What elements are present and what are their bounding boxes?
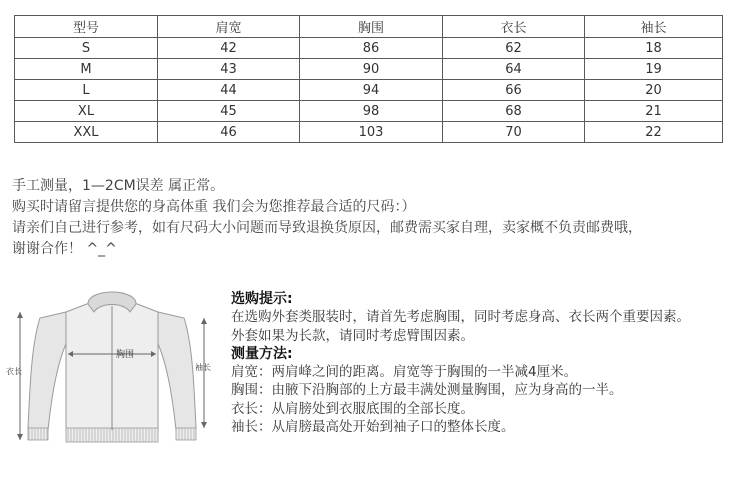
cell-length: 64 (443, 59, 585, 80)
right-sleeve (158, 312, 196, 430)
cell-length: 68 (443, 101, 585, 122)
tips-title: 选购提示: (231, 291, 293, 307)
header-chest: 胸围 (300, 16, 443, 38)
header-model: 型号 (15, 16, 158, 38)
cell-chest: 94 (300, 80, 443, 101)
table-row (15, 59, 723, 80)
method-line: 衣长：从肩膀处到衣服底围的全部长度。 (231, 400, 474, 417)
tips-line: 在选购外套类服装时，请首先考虑胸围，同时考虑身高、衣长两个重要因素。 (231, 309, 690, 326)
left-sleeve (28, 312, 66, 430)
cell-size: XL (15, 101, 158, 122)
cell-chest: 103 (300, 122, 443, 143)
cell-chest: 86 (300, 38, 443, 59)
table-row (15, 80, 723, 101)
note-line: 谢谢合作！ ^_^ (12, 241, 117, 257)
cell-length: 70 (443, 122, 585, 143)
size-table-header-row (15, 16, 723, 38)
header-length: 衣长 (443, 16, 585, 38)
jacket-hem (66, 428, 158, 442)
cell-shoulder: 46 (158, 122, 300, 143)
jacket-diagram (4, 282, 220, 450)
cell-size: M (15, 59, 158, 80)
cell-sleeve: 18 (585, 38, 723, 59)
table-row (15, 122, 723, 143)
note-line: 请亲们自己进行参考，如有尺码大小问题而导致退换货原因，邮费需买家自理，卖家概不负责邮费哦， (12, 220, 642, 236)
length-arrowhead-top (17, 312, 23, 318)
cell-shoulder: 43 (158, 59, 300, 80)
header-sleeve: 袖长 (585, 16, 723, 38)
cell-size: XXL (15, 122, 158, 143)
note-line: 手工测量，1—2CM误差 属正常。 (12, 178, 225, 194)
method-line: 肩宽：两肩峰之间的距离。肩宽等于胸围的一半减4厘米。 (231, 364, 578, 381)
cell-length: 62 (443, 38, 585, 59)
purchase-tips (231, 290, 736, 436)
length-arrowhead-bottom (17, 434, 23, 440)
tips-line: 外套如果为长款，请同时考虑臂围因素。 (231, 327, 474, 344)
right-cuff (176, 428, 196, 440)
cell-sleeve: 21 (585, 101, 723, 122)
cell-size: L (15, 80, 158, 101)
cell-sleeve: 20 (585, 80, 723, 101)
cell-chest: 98 (300, 101, 443, 122)
cell-shoulder: 44 (158, 80, 300, 101)
chest-label: 胸围 (115, 350, 135, 360)
size-table (14, 15, 723, 143)
cell-sleeve: 19 (585, 59, 723, 80)
cell-chest: 90 (300, 59, 443, 80)
sleeve-arrowhead-top (201, 318, 207, 324)
method-line: 胸围：由腋下沿胸部的上方最丰满处测量胸围，应为身高的一半。 (231, 382, 623, 399)
note-line: 购买时请留言提供您的身高体重 我们会为您推荐最合适的尺码：） (12, 199, 416, 215)
length-label: 衣长 (6, 367, 22, 376)
cell-sleeve: 22 (585, 122, 723, 143)
cell-shoulder: 42 (158, 38, 300, 59)
sleeve-arrowhead-bottom (201, 422, 207, 428)
cell-shoulder: 45 (158, 101, 300, 122)
header-shoulder: 肩宽 (158, 16, 300, 38)
method-line: 袖长：从肩膀最高处开始到袖子口的整体长度。 (231, 419, 515, 436)
cell-length: 66 (443, 80, 585, 101)
cell-size: S (15, 38, 158, 59)
measurement-notes (12, 176, 732, 260)
method-title: 测量方法: (231, 345, 293, 362)
table-row (15, 38, 723, 59)
left-cuff (28, 428, 48, 440)
table-row (15, 101, 723, 122)
sleeve-label: 袖长 (195, 363, 211, 372)
